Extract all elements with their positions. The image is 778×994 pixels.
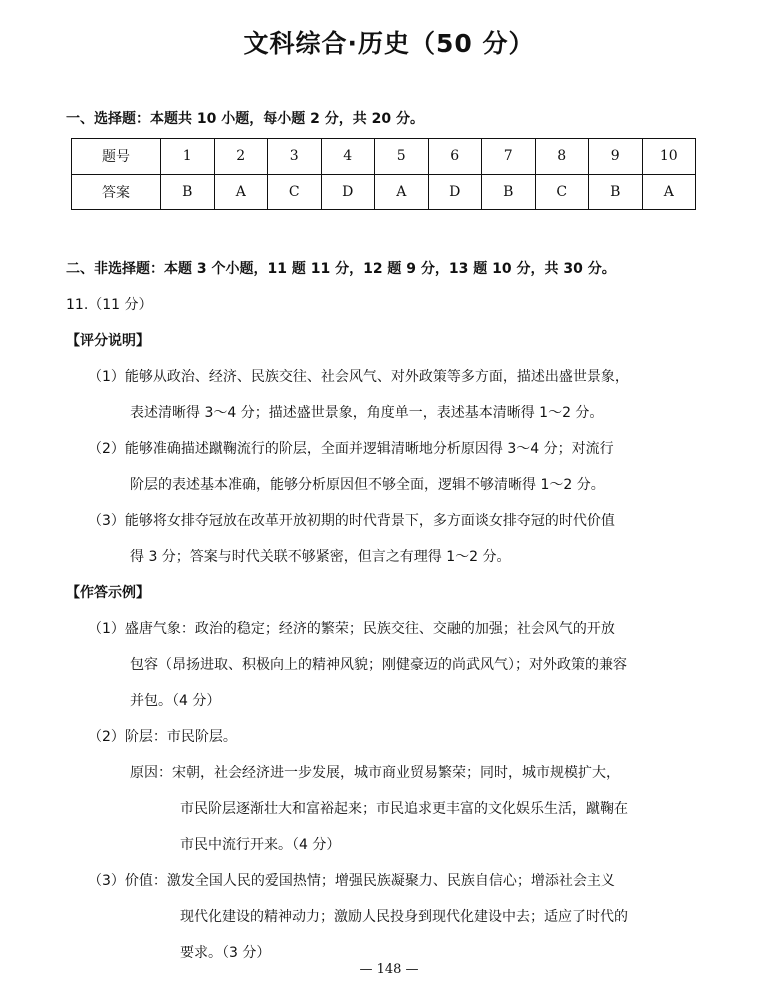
table-cell: 2	[214, 139, 268, 175]
scoring-line: （1）能够从政治、经济、民族交往、社会风气、对外政策等多方面，描述出盛世景象，	[88, 369, 629, 385]
scoring-line: 得 3 分；答案与时代关联不够紧密，但言之有理得 1～2 分。	[130, 549, 511, 565]
table-cell: 9	[589, 139, 643, 175]
answer-table	[71, 138, 696, 210]
row-label-number: 题号	[72, 139, 161, 175]
page-title: 文科综合·历史（50 分）	[243, 29, 535, 58]
example-line: 现代化建设的精神动力；激励人民投身到现代化建设中去；适应了时代的	[180, 909, 628, 925]
table-cell: 3	[268, 139, 322, 175]
table-cell: B	[161, 174, 215, 210]
table-cell: C	[268, 174, 322, 210]
table-row-numbers	[72, 139, 696, 175]
table-cell: D	[428, 174, 482, 210]
example-line: 原因：宋朝，社会经济进一步发展，城市商业贸易繁荣；同时，城市规模扩大，	[130, 765, 620, 781]
example-line: 市民中流行开来。（4 分）	[180, 837, 341, 853]
page-number: — 148 —	[359, 962, 419, 977]
question-11-label: 11.（11 分）	[66, 297, 153, 313]
example-line: （2）阶层：市民阶层。	[88, 729, 237, 745]
table-cell: B	[482, 174, 536, 210]
scoring-heading: 【评分说明】	[66, 333, 150, 349]
table-cell: B	[589, 174, 643, 210]
scoring-line: （3）能够将女排夺冠放在改革开放初期的时代背景下，多方面谈女排夺冠的时代价值	[88, 513, 615, 529]
example-line: 包容（昂扬进取、积极向上的精神风貌；刚健豪迈的尚武风气）；对外政策的兼容	[130, 657, 627, 673]
table-cell: 10	[642, 139, 696, 175]
example-heading: 【作答示例】	[66, 585, 150, 601]
example-line: （1）盛唐气象：政治的稳定；经济的繁荣；民族交往、交融的加强；社会风气的开放	[88, 621, 615, 637]
table-cell: D	[321, 174, 375, 210]
table-cell: C	[535, 174, 589, 210]
table-cell: A	[214, 174, 268, 210]
example-line: 市民阶层逐渐壮大和富裕起来；市民追求更丰富的文化娱乐生活，蹴鞠在	[180, 801, 628, 817]
row-label-answer: 答案	[72, 174, 161, 210]
table-row-answers	[72, 174, 696, 210]
table-cell: 1	[161, 139, 215, 175]
table-cell: 6	[428, 139, 482, 175]
table-cell: 4	[321, 139, 375, 175]
table-cell: 5	[375, 139, 429, 175]
table-cell: A	[375, 174, 429, 210]
section1-heading: 一、选择题：本题共 10 小题，每小题 2 分，共 20 分。	[66, 111, 424, 127]
scoring-line: （2）能够准确描述蹴鞠流行的阶层，全面并逻辑清晰地分析原因得 3～4 分；对流行	[88, 441, 614, 457]
example-line: 要求。（3 分）	[180, 945, 271, 961]
example-line: 并包。（4 分）	[130, 693, 221, 709]
example-line: （3）价值：激发全国人民的爱国热情；增强民族凝聚力、民族自信心；增添社会主义	[88, 873, 615, 889]
table-cell: 8	[535, 139, 589, 175]
scoring-line: 阶层的表述基本准确，能够分析原因但不够全面，逻辑不够清晰得 1～2 分。	[130, 477, 605, 493]
section2-heading: 二、非选择题：本题 3 个小题，11 题 11 分，12 题 9 分，13 题 10 分，共 30 分。	[66, 261, 616, 277]
scoring-line: 表述清晰得 3～4 分；描述盛世景象，角度单一，表述基本清晰得 1～2 分。	[130, 405, 604, 421]
table-cell: A	[642, 174, 696, 210]
table-cell: 7	[482, 139, 536, 175]
